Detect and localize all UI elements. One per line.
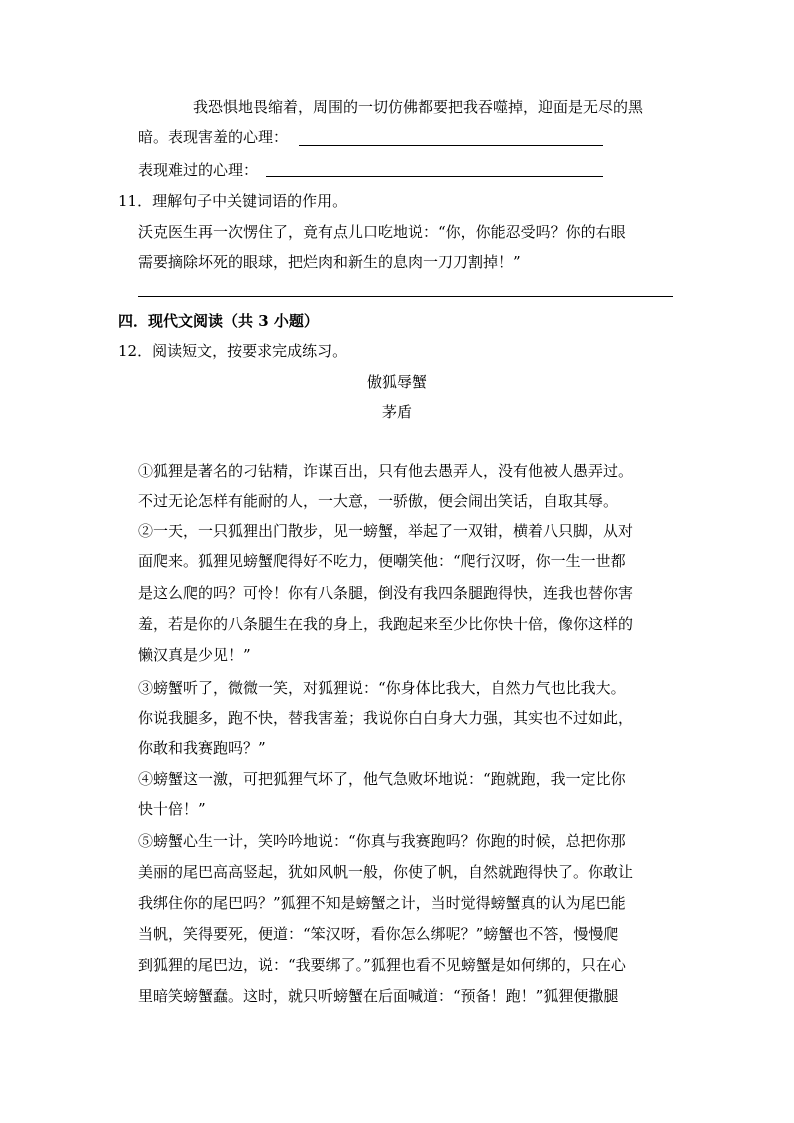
paragraph-line: 美丽的尾巴高高竖起，犹如风帆一般，你使了帆，自然就跑得快了。你敢让 — [138, 863, 634, 881]
passage-line: 需要摘除坏死的眼球，把烂肉和新生的息肉一刀刀割掉！” — [138, 253, 521, 271]
paragraph-line: 到狐狸的尾巴边，说：“我要绑了。”狐狸也看不见螃蟹是如何绑的，只在心 — [138, 956, 626, 974]
paragraph-line: 你敢和我赛跑吗？” — [138, 739, 266, 757]
answer-blank-shy[interactable] — [299, 145, 603, 146]
question-11: 11．理解句子中关键词语的作用。 — [118, 192, 348, 210]
paragraph-line: ②一天，一只狐狸出门散步，见一螃蟹，举起了一双钳，横着八只脚，从对 — [138, 522, 634, 540]
paragraph-line: 是这么爬的吗？可怜！你有八条腿，倒没有我四条腿跑得快，连我也替你害 — [138, 584, 634, 602]
paragraph-line: 当帆，笑得要死，便道：“笨汉呀，看你怎么绑呢？”螃蟹也不答，慢慢爬 — [138, 925, 619, 943]
question-line: 暗。表现害羞的心理： — [138, 128, 289, 146]
paragraph-line: 快十倍！” — [138, 800, 206, 818]
paragraph-line: 懒汉真是少见！” — [138, 646, 251, 664]
article-author: 茅盾 — [381, 403, 412, 421]
passage-line: 我恐惧地畏缩着，周围的一切仿佛都要把我吞噬掉，迎面是无尽的黑 — [193, 98, 644, 116]
article-title: 傲狐辱蟹 — [366, 373, 427, 391]
paragraph-line: 面爬来。狐狸见螃蟹爬得好不吃力，便嘲笑他：“爬行汉呀，你一生一世都 — [138, 552, 626, 570]
question-12: 12．阅读短文，按要求完成练习。 — [118, 342, 348, 360]
answer-blank-q11[interactable] — [138, 296, 673, 297]
paragraph-line: ③螃蟹听了，微微一笑，对狐狸说：“你身体比我大，自然力气也比我大。 — [138, 679, 626, 697]
question-line: 表现难过的心理： — [138, 161, 259, 179]
section-heading: 四．现代文阅读（共 3 小题） — [118, 312, 319, 330]
paragraph-line: 你说我腿多，跑不快，替我害羞；我说你白白身大力强，其实也不过如此， — [138, 709, 634, 727]
answer-blank-sad[interactable] — [266, 176, 603, 177]
paragraph-line: 我绑住你的尾巴吗？”狐狸不知是螃蟹之计，当时觉得螃蟹真的认为尾巴能 — [138, 894, 626, 912]
paragraph-line: 羞，若是你的八条腿生在我的身上，我跑起来至少比你快十倍，像你这样的 — [138, 615, 634, 633]
paragraph-line: 里暗笑螃蟹蠢。这时，就只听螃蟹在后面喊道：“预备！跑！”狐狸便撒腿 — [138, 987, 619, 1005]
paragraph-line: ④螃蟹这一激，可把狐狸气坏了，他气急败坏地说：“跑就跑，我一定比你 — [138, 770, 626, 788]
paragraph-line: ①狐狸是著名的刁钻精，诈谋百出，只有他去愚弄人，没有他被人愚弄过。 — [138, 462, 634, 480]
paragraph-line: 不过无论怎样有能耐的人，一大意，一骄傲，便会闹出笑话，自取其辱。 — [138, 492, 619, 510]
paragraph-line: ⑤螃蟹心生一计，笑吟吟地说：“你真与我赛跑吗？你跑的时候，总把你那 — [138, 832, 626, 850]
passage-line: 沃克医生再一次愣住了，竟有点儿口吃地说：“你，你能忍受吗？你的右眼 — [138, 223, 626, 241]
